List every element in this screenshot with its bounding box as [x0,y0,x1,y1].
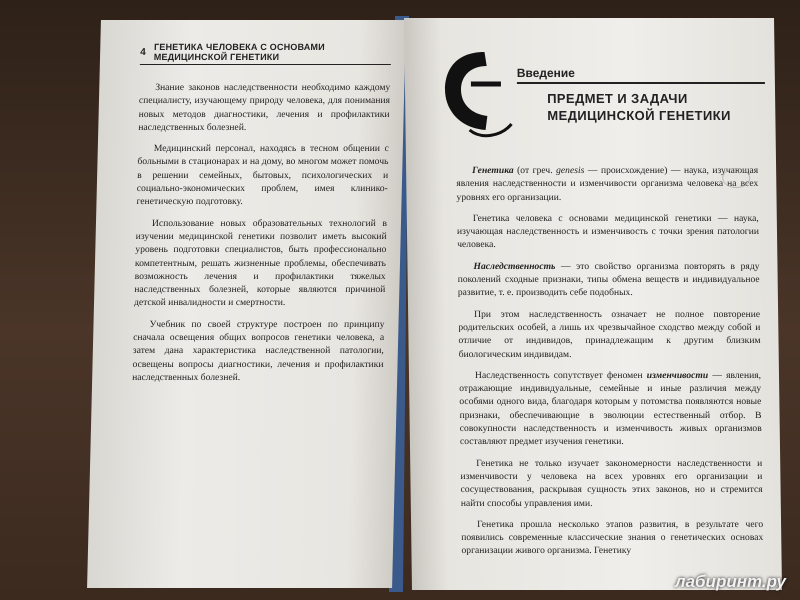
right-paragraph-7: Генетика прошла несколько этапов развития, в результате чего появились современные классические знания о генетических основах организации живого организма. Генетику [461,518,764,557]
right-paragraph-6: Генетика не только изучает закономерности наследственности и изменчивости у человека на всех уровнях его организации и сосуществования, раскрывая сущность этих законов, но и стремится найти способы управления ими. [460,457,763,509]
right-page [404,18,782,590]
watermark: лабиринт.ру [675,572,786,591]
left-paragraph-2: Медицинский персонал, находясь в тесном общении с больными в стационарах и на дому, во многом может помочь в решении семейных, бытовых, психологических и социально-экономических проблем, имея клинико-генетическую подготовку. [136,143,389,208]
text-run: — это свойство организма повторять в ряду поколений сходные признаки, типы обмена веществ и индивидуальное развитие, т. е. производить себе подобных. [457,260,760,299]
chapter-title-line-2: МЕДИЦИНСКОЙ ГЕНЕТИКИ [547,108,731,123]
chapter-rule [517,82,765,84]
greek-word: genesis [556,165,585,176]
page-number: 4 [140,46,147,58]
right-paragraph-2: Генетика человека с основами медицинской генетики — наука, изучающая наследственность и изменчивость с точки зрения патологии человека. [456,212,760,251]
left-page [87,20,406,588]
chapter-title-line-1: ПРЕДМЕТ И ЗАДАЧИ [547,91,688,106]
term-heredity: Наследственность [473,260,556,272]
chapter-ornament-icon [440,44,521,140]
term-genetics: Генетика [472,165,514,176]
term-variability: изменчивости [646,369,709,381]
running-head [140,42,392,65]
text-run: (от греч. [513,165,557,176]
text-run: — происхождение) — наука, изучающая явления наследственности и изменчивости организма человека на всех уровнях его организации. [456,165,759,203]
chapter-label: Введение [516,66,576,80]
chapter-title [547,90,731,124]
right-paragraph-1 [456,164,759,204]
right-paragraph-3 [457,260,760,300]
left-paragraph-3: Использование новых образовательных технологий в изучении медицинской генетики позволит иметь высокий уровень подготовки специалистов, быть профессионально компетентным, решать жизненные проблемы, обеспечивать возможность лечения и профилактики тяжелых наследственных болезней, которые являются причиной детской инвалидности и смертности. [133,217,388,309]
right-paragraph-4: При этом наследственность означает не полное повторение родительских особей, а лишь их чрезвычайное сходство между собой и отличие от индивидов, принадлежащим к другим близким биологическим индивидам. [458,308,761,360]
left-paragraph-4: Учебник по своей структуре построен по принципу сначала освещения общих вопросов генетики человека, а затем дана характеристика наследственной патологии, освещены вопросы диагностики, лечения и профилактики наследственных болезней. [132,318,385,383]
chapter-heading [454,44,757,144]
text-run: Наследственность сопутствует феномен [474,369,647,381]
right-paragraph-5 [459,369,762,449]
running-head-title: ГЕНЕТИКА ЧЕЛОВЕКА С ОСНОВАМИ МЕДИЦИНСКОЙ ГЕНЕТИКИ [153,42,325,62]
left-paragraph-1: Знание законов наследственности необходимо каждому специалисту, изучающему природу человека, для понимания новых методов диагностики, лечения и профилактики наследственных болезней. [138,82,391,133]
text-run: — явления, отражающие индивидуальные, семейные и иные различия между особями одного вида, благодаря которым у потомства появляются новые признаки, обеспечивающие в эволюции естественный отбор. В совокупности наследственность и изменчивость живых организмов составляют предмет изучения генетики. [459,369,762,448]
pencil-annotation [722,168,750,188]
